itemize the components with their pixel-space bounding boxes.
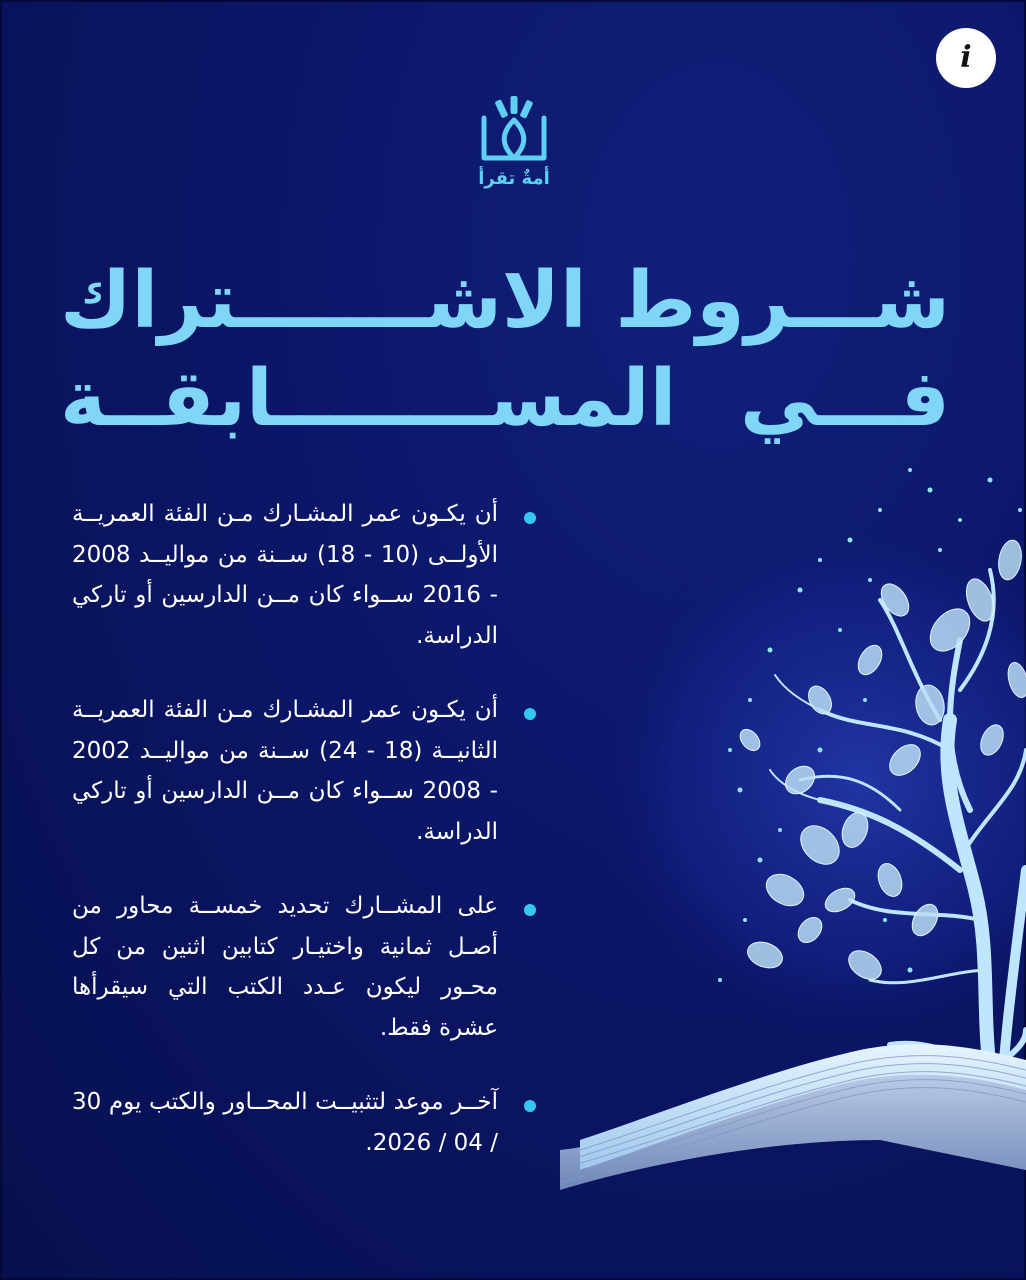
- bullet-icon: [524, 708, 536, 720]
- title-line-1: شـــروط الاشـــــــتراك: [60, 256, 950, 346]
- open-book-logo-icon: [478, 96, 550, 166]
- bullet-icon: [524, 904, 536, 916]
- list-item: [72, 886, 542, 1048]
- info-button[interactable]: [936, 28, 996, 88]
- title-line-2: فـــي المســــــــابقــة: [60, 354, 950, 444]
- brand-logo: [470, 96, 558, 214]
- list-item: [72, 494, 542, 656]
- tree-on-open-book-illustration: [520, 450, 1026, 1190]
- condition-text: أن يكـون عمر المشـارك مـن الفئة العمريــة الثانيــة (18 - 24) ســنة من مواليــد 2002 - 2008 ســواء كان مــن الدارسين أو تاركي الدراسة.: [72, 697, 499, 845]
- condition-text: آخــر موعد لتثبيــت المحــاور والكتب يوم 30 / 04 / 2026.: [72, 1089, 498, 1156]
- conditions-list: [72, 494, 542, 1197]
- condition-text: على المشــارك تحديد خمســة محاور من أصـل ثمانية واختيـار كتابين اثنين من كل محـور ليكون عـدد الكتب التي سيقرأها عشرة فقط.: [72, 893, 498, 1041]
- bullet-icon: [524, 1100, 536, 1112]
- logo-text: أمةٌ تقرأ: [478, 168, 550, 189]
- list-item: [72, 1082, 542, 1163]
- list-item: [72, 690, 542, 852]
- page-title: [60, 252, 950, 448]
- bullet-icon: [524, 512, 536, 524]
- condition-text: أن يكـون عمر المشـارك مـن الفئة العمريــة الأولــى (10 - 18) ســنة من مواليــد 2008 - 2016 ســواء كان مــن الدارسين أو تاركي الدراسة.: [72, 501, 499, 649]
- info-icon: i: [960, 40, 972, 75]
